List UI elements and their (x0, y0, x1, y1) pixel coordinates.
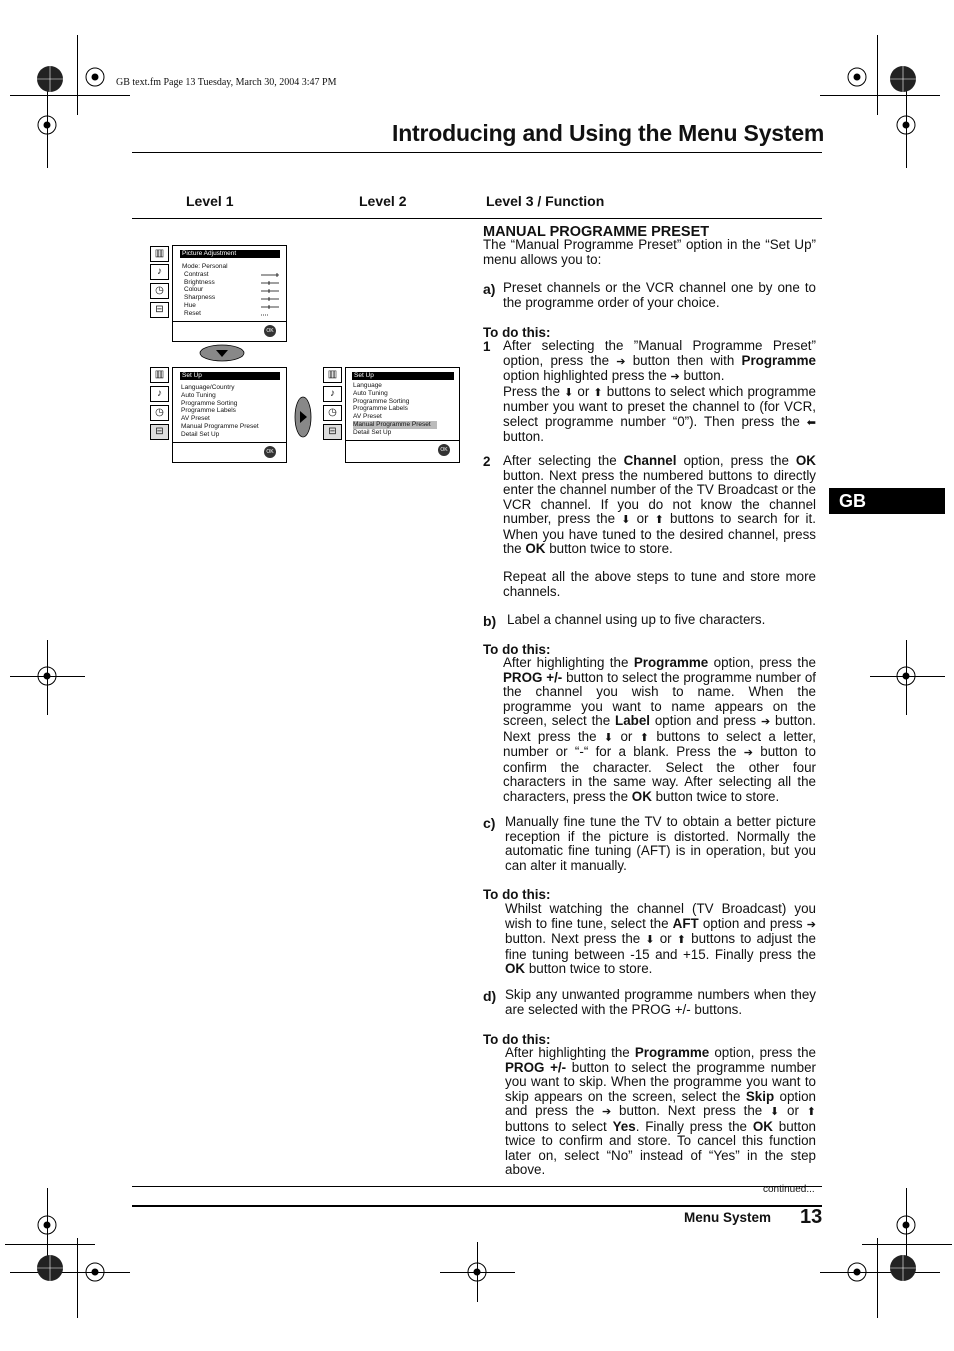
menu-item: Programme Sorting (181, 399, 238, 407)
menu-item: Auto Tuning (353, 389, 388, 397)
down-arrow-icon (198, 344, 246, 362)
page-number: 13 (800, 1206, 823, 1228)
step-1-number: 1 (483, 339, 491, 354)
timer-icon: ◷ (150, 283, 169, 299)
menu-item: Programme Sorting (353, 397, 410, 405)
repeat-note: Repeat all the above steps to tune and store more channels. (503, 569, 816, 599)
item-c-text: Manually fine tune the TV to obtain a better picture reception if the picture is distorted. Normally the automatic fine tuning (AFT) is in operation, but you can alter it manually. (505, 814, 816, 873)
item-d-label: d) (483, 988, 497, 1004)
section-heading: MANUAL PROGRAMME PRESET (483, 224, 710, 240)
setup-submenu-header: Set Up (352, 372, 454, 380)
step-1-text: After selecting the ”Manual Programme Preset” option, press the ➔ button then with Programme option highlighted press the ➔ button. Press the ⬇ or ⬆ buttons to select which programme number you want to preset the channel to (for VCR, select programme number “0”). Then press the ⬅ button. (503, 338, 816, 444)
continued-note: continued... (763, 1184, 815, 1195)
ok-button-icon: OK (264, 325, 276, 337)
level-2-heading: Level 2 (359, 193, 407, 209)
item-d-steps: After highlighting the Programme option, press the PROG +/- button to select the programme number you want to skip. When the programme you want to skip appears on the screen, select the Skip option and press the ➔ button. Next press the ⬇ or ⬆ buttons to select Yes. Finally press the OK button twice to confirm and store. To cancel this function later on, select “No” instead of “Yes” in the step above. (505, 1045, 816, 1177)
item-c-label: c) (483, 815, 496, 831)
level-rule (132, 218, 822, 219)
menu-item: Auto Tuning (181, 391, 216, 399)
footer-section: Menu System (684, 1210, 772, 1225)
timer-icon: ◷ (150, 405, 169, 421)
right-arrow-icon (294, 396, 312, 438)
language-tab: GB (829, 488, 945, 514)
todo-heading-b: To do this: (483, 642, 551, 657)
setup-menu (172, 367, 287, 463)
picture-icon: ▥ (150, 367, 169, 383)
todo-heading-c: To do this: (483, 887, 551, 902)
item-b-label: b) (483, 613, 497, 629)
setup-menu-header: Set Up (180, 372, 280, 380)
menu-item: Language/Country (181, 384, 235, 391)
setup-submenu-items (353, 382, 455, 437)
picture-icon: ▥ (150, 246, 169, 262)
menu-item: Language (353, 382, 382, 389)
setup-submenu (345, 367, 460, 463)
menu-item: AV Preset (353, 413, 382, 421)
menu-item: Manual Programme Preset (181, 422, 259, 430)
ok-button-icon: OK (438, 444, 450, 456)
picture-menu-header: Picture Adjustment (180, 250, 280, 258)
slider-bars (259, 271, 281, 319)
todo-heading-d: To do this: (483, 1032, 551, 1047)
level-3-heading: Level 3 / Function (486, 193, 605, 209)
setup-icon: ⊟ (323, 424, 342, 440)
menu-item: Contrast (184, 270, 209, 278)
menu-item: Colour (184, 286, 204, 294)
setup-icon: ⊟ (150, 424, 169, 440)
menu-item: Hue (184, 301, 196, 309)
item-c-steps: Whilst watching the channel (TV Broadcast) you wish to fine tune, select the AFT option and press ➔ button. Next press the ⬇ or ⬆ buttons to adjust the fine tuning between -15 and +15. Finally press the OK button twice to store. (505, 901, 816, 976)
ok-button-icon: OK (264, 446, 276, 458)
picture-menu (172, 245, 287, 342)
file-info: GB text.fm Page 13 Tuesday, March 30, 2004 3:47 PM (116, 77, 337, 88)
menu-item: Brightness (184, 278, 215, 286)
item-b-text: Label a channel using up to five characters. (507, 612, 766, 627)
step-2-number: 2 (483, 454, 491, 469)
setup-menu-items (181, 384, 283, 439)
page-title: Introducing and Using the Menu System (392, 120, 825, 146)
footer-rule (132, 1205, 822, 1207)
setup-icon: ⊟ (150, 302, 169, 318)
sound-icon: ♪ (150, 386, 169, 402)
step-2-text: After selecting the Channel option, press the OK button. Next press the numbered buttons to directly enter the channel number of the TV Broadcast or the VCR channel. If you do not know the channel number, press the ⬇ or ⬆ buttons to search for it. When you have tuned to the desired channel, press the OK button twice to store. (503, 453, 816, 556)
item-a-label: a) (483, 281, 496, 297)
sound-icon: ♪ (150, 264, 169, 280)
section-intro: The “Manual Programme Preset” option in the “Set Up” menu allows you to: (483, 237, 816, 267)
item-d-text: Skip any unwanted programme numbers when they are selected with the PROG +/- buttons. (505, 987, 816, 1017)
menu-item: Programme Labels (353, 405, 408, 413)
sound-icon: ♪ (323, 386, 342, 402)
timer-icon: ◷ (323, 405, 342, 421)
menu-item: Reset (184, 309, 201, 317)
menu-item: Programme Labels (181, 407, 236, 415)
menu-item: AV Preset (181, 415, 210, 423)
level-1-heading: Level 1 (186, 193, 234, 209)
item-a-text: Preset channels or the VCR channel one by one to the programme order of your choice. (503, 280, 816, 310)
title-rule (132, 152, 822, 153)
menu-item: Mode: Personal (182, 263, 228, 270)
picture-icon: ▥ (323, 367, 342, 383)
menu-item: Sharpness (184, 294, 216, 302)
item-b-steps: After highlighting the Programme option, press the PROG +/- button to select the programme number of the channel you wish to name. When the programme you want to name appears on the screen, select the Label option and press ➔ button. Next press the ⬇ or ⬆ buttons to select a letter, number or “-“ for a blank. Press the ➔ button to confirm the character. Select the other four characters in the same way. After selecting all the characters, press the OK button twice to store. (503, 655, 816, 804)
todo-heading-a: To do this: (483, 325, 551, 340)
menu-item: Detail Set Up (353, 428, 392, 436)
footer-rule-top (132, 1186, 822, 1187)
menu-item-highlighted: Manual Programme Preset (353, 421, 437, 429)
menu-item: Detail Set Up (181, 430, 220, 438)
